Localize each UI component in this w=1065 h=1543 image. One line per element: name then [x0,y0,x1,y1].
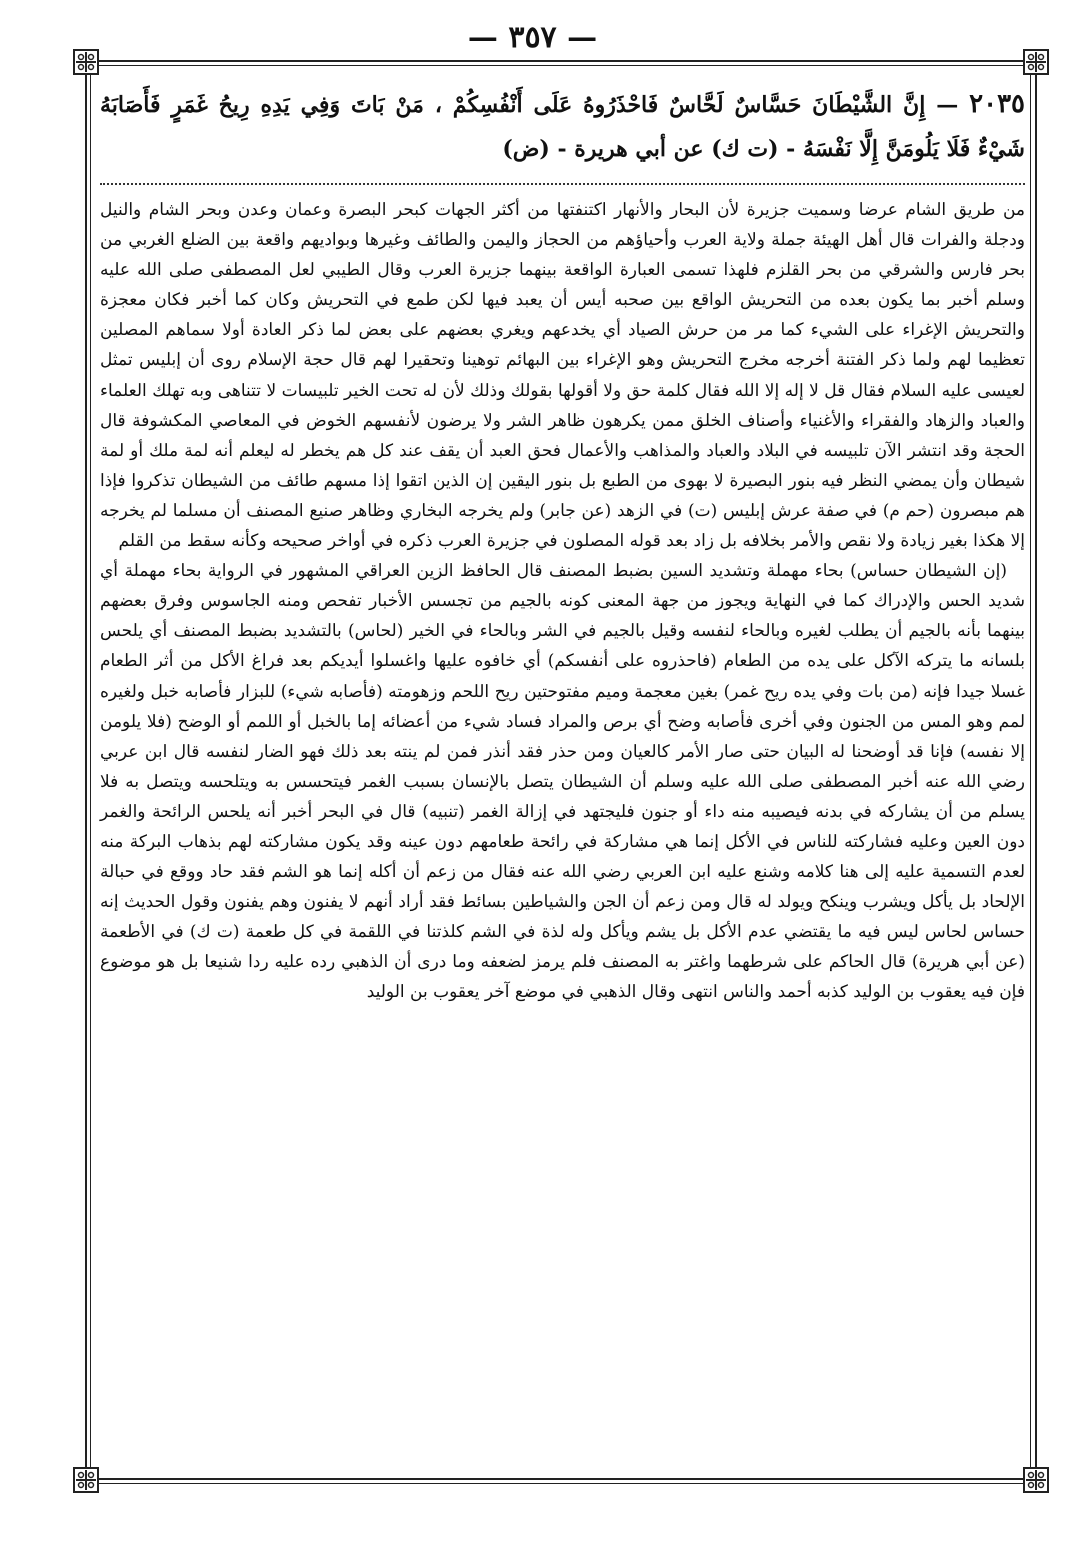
ornamental-cross-icon [72,1466,100,1494]
hadith-text: — إِنَّ الشَّيْطَانَ حَسَّاسٌ لَحَّاسٌ فَاحْذَرُوهُ عَلَى أَنْفُسِكُمْ ، مَنْ بَاتَ وَفِي يَدِهِ رِيحُ غَمَرٍ فَأَصَابَهُ شَيْءٌ فَلَا يَلُومَنَّ إِلَّا نَفْسَهُ - (ت ك) عن أبي هريرة - (ض) [100,92,1025,162]
dotted-divider [100,183,1025,185]
page-number: — ٣٥٧ — [467,20,598,55]
frame-border-left [85,60,87,1482]
frame-border-right [1035,60,1037,1482]
ornamental-cross-icon [72,48,100,76]
commentary-paragraph: (إن الشيطان حساس) بحاء مهملة وتشديد السين بضبط المصنف قال الحافظ الزين العراقي المشهور في الرواية بحاء مهملة أي شديد الحس والإدراك كما في النهاية ويجوز من جهة المعنى كونه بالجيم من تجسس الأخبار تفحص ومنه الجاسوس وفرق بعضهم بينهما بأنه بالجيم أن يطلب لغيره وبالحاء لنفسه وقيل بالجيم في الشر وبالحاء في الخير (لحاس) بالتشديد بضبط المصنف أي يلحس بلسانه ما يتركه الآكل على يده من الطعام (فاحذروه على أنفسكم) أي خافوه عليها واغسلوا أيديكم بعد فراغ الأكل من أثر الطعام غسلا جيدا فإنه (من بات وفي يده ريح غمر) بغين معجمة وميم مفتوحتين ريح اللحم وزهومته (فأصابه شيء) للبزار فأصابه خبل ولغيره لمم وهو المس من الجنون وفي أخرى فأصابه وضح أي برص والمراد فساد شيء من أعضائه إما بالخبل أو اللمم أو الوضح (فلا يلومن إلا نفسه) فإنا قد أوضحنا له البيان حتى صار الأمر كالعيان ومن حذر فقد أنذر فمن لم ينته بعد ذلك فهو الضار لنفسه قال ابن عربي رضي الله عنه أخبر المصطفى صلى الله عليه وسلم أن الشيطان يتصل بالإنسان بسبب الغمر فيتحسس به ويتلحسه ويتصل به فلا يسلم من أن يشاركه في بدنه فيصيبه منه داء أو جنون فليجتهد في إزالة الغمر (تنبيه) قال في البحر أخبر أنه يلحس الرائحة والغمر دون العين وعليه فشاركته للناس في الأكل إنما هي مشاركة في رائحة طعامهم دون عينه وقد يكون مشاركته لهم بذهاب البركة منه لعدم التسمية عليه إلى هنا كلامه وشنع عليه ابن العربي رضي الله عنه فقال من زعم أن أكله إنما هو الشم فقد حاد ووقع في حبالة الإلحاد بل يأكل ويشرب وينكح ويولد له قال ومن زعم أن الجن والشياطين بسائط فقد أراد أنهم لا يفنون وهم يفنون وقول الحديث إنه حساس لحاس ليس فيه ما يقتضي عدم الأكل بل يشم ويأكل وله لذة في الشم كلذتنا في اللقمة في كل طعمة (ت ك) في الأطعمة (عن أبي هريرة) قال الحاكم على شرطهما واغتر به المصنف فلم يرمز لضعفه وما درى أن الذهبي رده عليه ردا شنيعا بل هو موضوع فإن فيه يعقوب بن الوليد كذبه أحمد والناس انتهى وقال الذهبي في موضع آخر يعقوب بن الوليد [100,561,1026,1003]
page-content [100,82,1025,1008]
frame-border-bottom [82,1478,1042,1480]
frame-border-top-inner [82,65,1042,66]
frame-border-left-inner [90,60,91,1482]
ornamental-cross-icon [1022,48,1050,76]
hadith-number: ٢٠٣٥ [969,89,1025,119]
commentary-paragraph: من طريق الشام عرضا وسميت جزيرة لأن البحار والأنهار اكتنفتها من أكثر الجهات كبحر البصرة وعمان وعدن وبحر الشام والنيل ودجلة والفرات قال أهل الهيئة جملة ولاية العرب وأحياؤهم من الحجاز واليمن والطائف وغيرها وبواديهم واقعة بين الضلع الغربي من بحر فارس والشرقي من بحر القلزم فلهذا تسمى العبارة الواقعة بينهما جزيرة العرب وقال الطيبي لعل المصطفى صلى الله عليه وسلم أخبر بما يكون بعده من التحريش الواقع بين صحبه أيس أن يعبد فيها لكن طمع في التحريش وكان كما أخبر فكان معجزة والتحريش الإغراء على الشيء كما مر من حرش الصياد أي يخدعهم ويغري بعضهم على بعض لما ذكر العادة أولا سماهم المصلين تعظيما لهم ولما ذكر الفتنة أخرجه مخرج التحريش وهو الإغراء بين البهائم توهينا وتحقيرا لهم قال حجة الإسلام روى أن إبليس تمثل لعيسى عليه السلام فقال قل لا إله إلا الله فقال كلمة حق ولا أقولها بقولك وذلك لأن له تحت الخير تلبيسات لا تتناهى وبه تهلك العلماء والعباد والزهاد والفقراء والأغنياء وأصناف الخلق ممن يكرهون ظاهر الشر ولا يرضون لأنفسهم الخوض في المعاصي المكشوفة قال الحجة وقد انتشر الآن تلبيسه في البلاد والعباد والمذاهب والأعمال فحق العبد أن يقف عند كل هم يخطر له ليعلم أنه لمة ملك أو لمة شيطان وأن يمضي النظر فيه بنور البصيرة لا بهوى من الطبع بل بنور اليقين إن الذين اتقوا إذا مسهم طائف من الشيطان تذكروا فإذا هم مبصرون (حم م) في صفة عرش إبليس (ت) في الزهد (عن جابر) ولم يخرجه البخاري وظاهر صنيع المصنف أن مسلما لم يخرجه إلا هكذا بغير زيادة ولا نقص والأمر بخلافه بل زاد بعد قوله المصلون في جزيرة العرب ذكره في أواخر صحيحه وكأنه سقط من القلم [100,200,1025,552]
ornamental-cross-icon [1022,1466,1050,1494]
commentary-block [100,195,1025,1008]
frame-border-right-inner [1030,60,1031,1482]
frame-border-bottom-inner [82,1483,1042,1484]
hadith-text-block [100,82,1025,171]
frame-border-top [82,60,1042,62]
